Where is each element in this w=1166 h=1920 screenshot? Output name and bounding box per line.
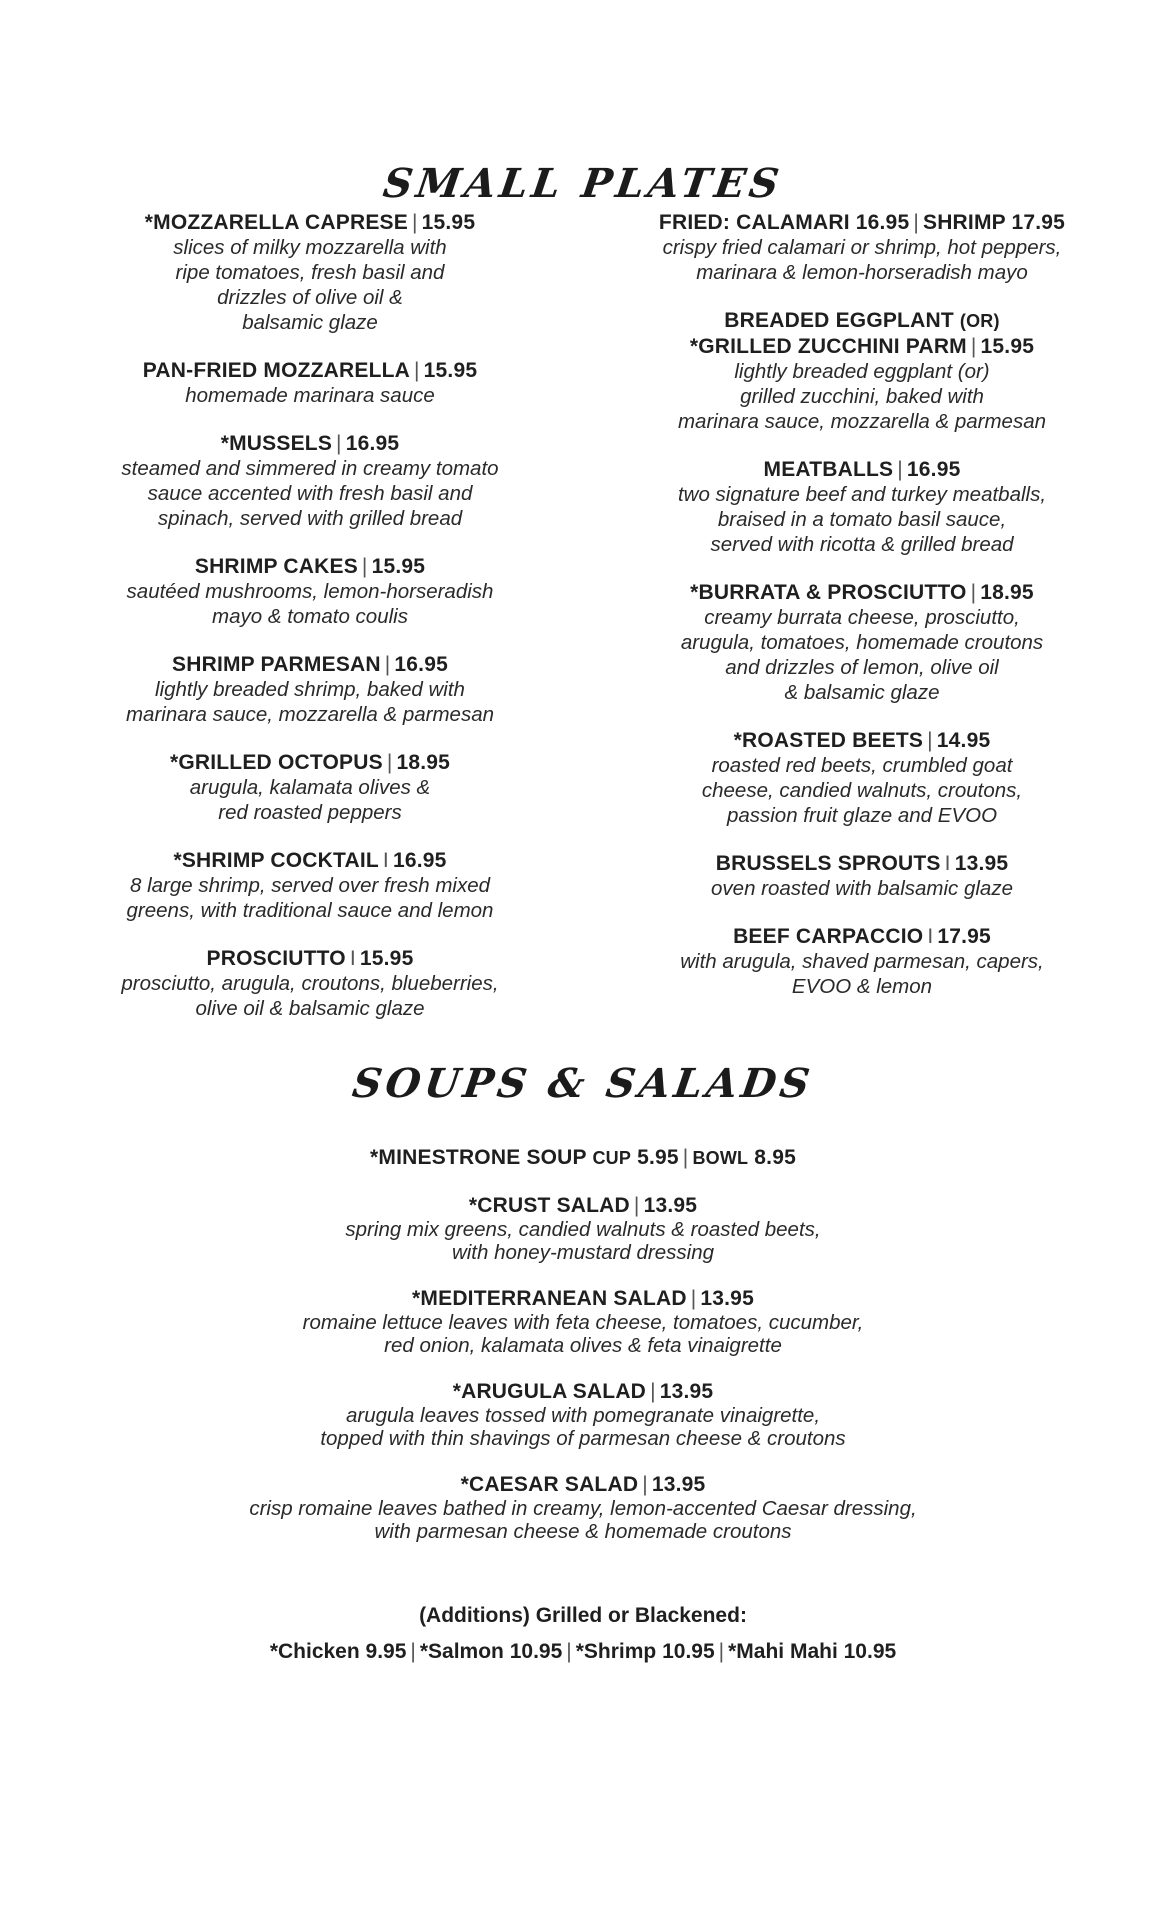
desc-line: braised in a tomato basil sauce, <box>717 508 1007 531</box>
desc-line: lightly breaded eggplant (or) <box>734 360 990 383</box>
desc-line: with honey-mustard dressing <box>451 1241 715 1264</box>
item-description <box>622 482 1102 557</box>
item-price: 16.95 <box>345 432 400 455</box>
item-name: *MUSSELS <box>220 432 333 455</box>
desc-line: balsamic glaze <box>242 311 378 334</box>
separator: | <box>361 555 368 578</box>
separator: I <box>944 852 951 875</box>
item-pre-name: BREADED EGGPLANT <box>724 309 954 332</box>
desc-line: marinara sauce, mozzarella & parmesan <box>677 410 1047 433</box>
item-name: SHRIMP CAKES <box>194 555 358 578</box>
item-price: 17.95 <box>937 925 991 948</box>
separator: | <box>690 1287 697 1310</box>
item-description <box>70 456 550 531</box>
desc-line: topped with thin shavings of parmesan cheese & croutons <box>320 1427 846 1450</box>
additions-list <box>0 1639 1166 1665</box>
menu-item <box>622 728 1102 828</box>
desc-line: spring mix greens, candied walnuts & roasted beets, <box>345 1218 821 1241</box>
menu-item <box>0 1472 1166 1543</box>
separator: | <box>970 335 977 358</box>
item-name: *SHRIMP COCKTAIL <box>173 849 379 872</box>
menu-item <box>622 851 1102 901</box>
item-description <box>0 1311 1166 1357</box>
desc-line: marinara sauce, mozzarella & parmesan <box>125 703 495 726</box>
item-name: SHRIMP PARMESAN <box>172 653 381 676</box>
menu-item <box>70 431 550 531</box>
menu-item <box>622 580 1102 705</box>
item-price: 15.95 <box>423 359 478 382</box>
small-plates-right-column <box>622 210 1102 1022</box>
desc-line: and drizzles of lemon, olive oil <box>725 656 999 679</box>
separator: | <box>970 581 977 604</box>
desc-line: ripe tomatoes, fresh basil and <box>175 261 445 284</box>
item-name: MEATBALLS <box>763 458 894 481</box>
item-price: 13.95 <box>651 1473 706 1496</box>
separator: | <box>913 211 919 234</box>
desc-line: passion fruit glaze and EVOO <box>726 804 998 827</box>
item-name: PAN-FRIED MOZZARELLA <box>142 359 411 382</box>
desc-line: arugula, kalamata olives & <box>189 776 431 799</box>
item-name: *MEDITERRANEAN SALAD <box>412 1287 687 1310</box>
item-price: 13.95 <box>954 852 1009 875</box>
menu-item <box>0 1145 1166 1171</box>
item-price: SHRIMP 17.95 <box>922 211 1066 234</box>
separator: I <box>349 947 356 970</box>
separator: | <box>384 653 391 676</box>
item-name: *MOZZARELLA CAPRESE <box>144 211 408 234</box>
small-plates-title: SMALL PLATES <box>380 160 786 207</box>
desc-line: sauce accented with fresh basil and <box>147 482 473 505</box>
desc-line: grilled zucchini, baked with <box>740 385 984 408</box>
separator: | <box>682 1146 689 1169</box>
desc-line: red onion, kalamata olives & feta vinaigrette <box>384 1334 782 1357</box>
item-description <box>70 579 550 629</box>
soups-salads-title: SOUPS & SALADS <box>349 1060 817 1107</box>
desc-line: crispy fried calamari or shrimp, hot peppers, <box>662 236 1062 259</box>
item-name: *CAESAR SALAD <box>460 1473 639 1496</box>
item-description <box>0 1218 1166 1264</box>
item-description <box>70 235 550 335</box>
item-name: BEEF CARPACCIO <box>733 925 924 948</box>
item-description <box>622 235 1102 285</box>
desc-line: lightly breaded shrimp, baked with <box>155 678 465 701</box>
item-price: 13.95 <box>659 1380 714 1403</box>
menu-item <box>70 358 550 408</box>
item-name: BRUSSELS SPROUTS <box>715 852 941 875</box>
item-description <box>70 677 550 727</box>
item-price: 13.95 <box>700 1287 754 1310</box>
item-description <box>0 1497 1166 1543</box>
item-description <box>622 753 1102 828</box>
desc-line: cheese, candied walnuts, croutons, <box>701 779 1023 802</box>
desc-line: arugula, tomatoes, homemade croutons <box>680 631 1044 654</box>
item-name: *CRUST SALAD <box>468 1194 630 1217</box>
cup-label: CUP <box>592 1148 632 1168</box>
separator: | <box>566 1640 572 1663</box>
item-price: 16.95 <box>392 849 447 872</box>
menu-item <box>0 1379 1166 1450</box>
item-name: *ARUGULA SALAD <box>452 1380 647 1403</box>
item-description <box>622 605 1102 705</box>
item-price: 15.95 <box>421 211 476 234</box>
item-price: 15.95 <box>371 555 426 578</box>
item-name: PROSCIUTTO <box>206 947 346 970</box>
separator: | <box>336 432 342 455</box>
separator: | <box>927 729 933 752</box>
menu-item <box>70 210 550 335</box>
cup-price: 5.95 <box>637 1146 679 1169</box>
desc-line: & balsamic glaze <box>784 681 940 704</box>
desc-line: slices of milky mozzarella with <box>173 236 447 259</box>
separator: | <box>718 1640 725 1663</box>
separator: | <box>410 1640 416 1663</box>
item-price: 13.95 <box>643 1194 698 1217</box>
desc-line: arugula leaves tossed with pomegranate vinaigrette, <box>345 1404 821 1427</box>
desc-line: served with ricotta & grilled bread <box>710 533 1014 556</box>
item-description <box>622 359 1102 434</box>
separator: I <box>382 849 389 872</box>
separator: | <box>897 458 903 481</box>
desc-line: EVOO & lemon <box>791 975 933 998</box>
desc-line: oven roasted with balsamic glaze <box>711 877 1013 900</box>
item-description <box>70 383 550 408</box>
desc-line: crisp romaine leaves bathed in creamy, lemon-accented Caesar dressing, <box>249 1497 917 1520</box>
menu-item <box>0 1193 1166 1264</box>
bowl-label: BOWL <box>692 1148 749 1168</box>
menu-item <box>622 457 1102 557</box>
menu-item <box>622 924 1102 999</box>
desc-line: mayo & tomato coulis <box>212 605 408 628</box>
desc-line: marinara & lemon-horseradish mayo <box>696 261 1028 284</box>
soups-salads-section <box>0 1145 1166 1565</box>
separator: | <box>414 359 420 382</box>
desc-line: steamed and simmered in creamy tomato <box>121 457 499 480</box>
desc-line: prosciutto, arugula, croutons, blueberries, <box>121 972 499 995</box>
separator: | <box>386 751 393 774</box>
desc-line: homemade marinara sauce <box>185 384 435 407</box>
separator: | <box>633 1194 640 1217</box>
menu-item <box>622 210 1102 285</box>
desc-line: romaine lettuce leaves with feta cheese, tomatoes, cucumber, <box>302 1311 864 1334</box>
desc-line: red roasted peppers <box>218 801 402 824</box>
item-name: *GRILLED OCTOPUS <box>169 751 383 774</box>
bowl-price: 8.95 <box>754 1146 796 1169</box>
item-name: *MINESTRONE SOUP <box>370 1146 587 1169</box>
menu-item <box>622 308 1102 434</box>
desc-line: roasted red beets, crumbled goat <box>711 754 1013 777</box>
menu-item <box>70 652 550 727</box>
item-name: FRIED: CALAMARI 16.95 <box>658 211 910 234</box>
desc-line: with arugula, shaved parmesan, capers, <box>680 950 1044 973</box>
desc-line: greens, with traditional sauce and lemon <box>126 899 494 922</box>
item-description <box>622 949 1102 999</box>
item-price: 18.95 <box>396 751 451 774</box>
desc-line: olive oil & balsamic glaze <box>195 997 425 1020</box>
item-description <box>70 971 550 1021</box>
item-price: 15.95 <box>980 335 1035 358</box>
item-or-label: (OR) <box>959 311 1000 331</box>
additions-section <box>0 1603 1166 1665</box>
separator: I <box>927 925 934 948</box>
item-description <box>70 873 550 923</box>
separator: | <box>411 211 418 234</box>
menu-item <box>0 1286 1166 1357</box>
item-price: 16.95 <box>906 458 961 481</box>
additions-title: (Additions) Grilled or Blackened: <box>419 1604 747 1627</box>
menu-item <box>70 750 550 825</box>
item-price: 14.95 <box>936 729 991 752</box>
item-price: 15.95 <box>359 947 414 970</box>
item-name: *ROASTED BEETS <box>733 729 924 752</box>
desc-line: with parmesan cheese & homemade croutons <box>374 1520 792 1543</box>
desc-line: drizzles of olive oil & <box>217 286 403 309</box>
separator: | <box>650 1380 656 1403</box>
desc-line: creamy burrata cheese, prosciutto, <box>704 606 1020 629</box>
small-plates-left-column <box>70 210 550 1044</box>
item-description <box>0 1404 1166 1450</box>
desc-line: two signature beef and turkey meatballs, <box>677 483 1047 506</box>
addition-item: *Chicken 9.95 <box>269 1640 407 1663</box>
desc-line: spinach, served with grilled bread <box>157 507 463 530</box>
item-price: 16.95 <box>394 653 448 676</box>
item-price: 18.95 <box>980 581 1034 604</box>
item-description <box>622 876 1102 901</box>
desc-line: 8 large shrimp, served over fresh mixed <box>129 874 491 897</box>
item-name: *GRILLED ZUCCHINI PARM <box>689 335 967 358</box>
separator: | <box>642 1473 648 1496</box>
desc-line: sautéed mushrooms, lemon-horseradish <box>126 580 494 603</box>
addition-item: *Shrimp 10.95 <box>575 1640 715 1663</box>
menu-item <box>70 848 550 923</box>
addition-item: *Mahi Mahi 10.95 <box>728 1640 897 1663</box>
menu-item <box>70 554 550 629</box>
addition-item: *Salmon 10.95 <box>419 1640 563 1663</box>
menu-item <box>70 946 550 1021</box>
item-name: *BURRATA & PROSCIUTTO <box>690 581 967 604</box>
item-description <box>70 775 550 825</box>
